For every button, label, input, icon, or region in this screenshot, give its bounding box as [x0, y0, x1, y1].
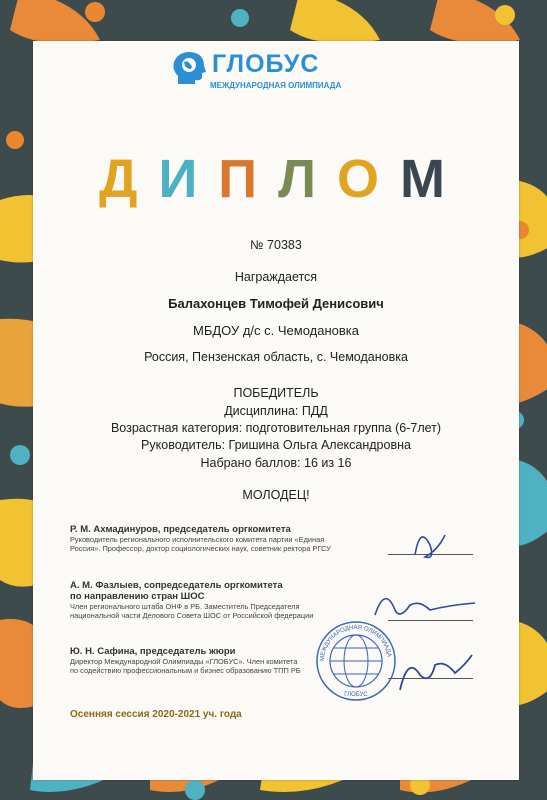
logo-subtitle: МЕЖДУНАРОДНАЯ ОЛИМПИАДА — [210, 81, 342, 90]
age-category: Возрастная категория: подготовительная группа (6-7лет) — [110, 421, 442, 435]
globus-logo — [170, 50, 370, 92]
title-letter: Л — [278, 149, 319, 209]
title-letter: И — [158, 149, 201, 209]
supervisor: Руководитель: Гришина Ольга Александровна — [141, 438, 411, 452]
signatory-desc: Директор Международной Олимпиады «ГЛОБУС». Член комитета — [70, 657, 298, 666]
signatory-name: Ю. Н. Сафина, председатель жюри — [70, 646, 236, 657]
location: Россия, Пензенская область, с. Чемодановка — [144, 350, 408, 364]
signatory-desc: национальной части Делового Совета ШОС от Российской федерации — [70, 611, 314, 620]
diploma-title — [0, 148, 547, 210]
praise: МОЛОДЕЦ! — [242, 488, 310, 502]
signatory-1 — [70, 524, 331, 553]
title-letter: П — [218, 149, 261, 209]
awarded-label: Награждается — [234, 270, 318, 284]
session-label: Осенняя сессия 2020-2021 уч. года — [70, 709, 242, 720]
signatory-name: А. М. Фазлыев, сопредседатель оргкомитета — [70, 580, 283, 591]
signatory-desc: Россия». Профессор, доктор социологических наук, советник ректора РГСУ — [70, 544, 331, 553]
signatory-2 — [70, 580, 313, 620]
stamp-ring-text: МЕЖДУНАРОДНАЯ ОЛИМПИАДА — [319, 624, 392, 662]
head-globe-icon — [170, 50, 208, 88]
signatory-name-cont: по направлению стран ШОС — [70, 591, 205, 602]
stamp-bottom-text: ГЛОБУС — [344, 692, 368, 698]
discipline: Дисциплина: ПДД — [224, 404, 328, 418]
signatory-3 — [70, 646, 301, 675]
school-name: МБДОУ д/с с. Чемодановка — [192, 323, 359, 338]
diploma-number: № 70383 — [250, 238, 302, 252]
title-letter: О — [337, 149, 383, 209]
olympiad-stamp — [315, 620, 397, 702]
title-letter: М — [400, 149, 449, 209]
signatory-desc: Член регионального штаба ОНФ в РБ. Заместитель Председателя — [70, 602, 300, 611]
status: ПОБЕДИТЕЛЬ — [233, 386, 319, 400]
logo-name: ГЛОБУС — [212, 50, 320, 78]
signatory-desc: по содействию профессиональным и бизнес образованию ТПП РБ — [70, 666, 301, 675]
signatory-desc: Руководитель регионального исполнительского комитета партии «Единая — [70, 535, 325, 544]
score: Набрано баллов: 16 из 16 — [200, 456, 352, 470]
title-letter: Д — [98, 149, 141, 209]
recipient-name: Балахонцев Тимофей Денисович — [168, 296, 384, 311]
signatory-name: Р. М. Ахмадинуров, председатель оргкомитета — [70, 524, 291, 535]
